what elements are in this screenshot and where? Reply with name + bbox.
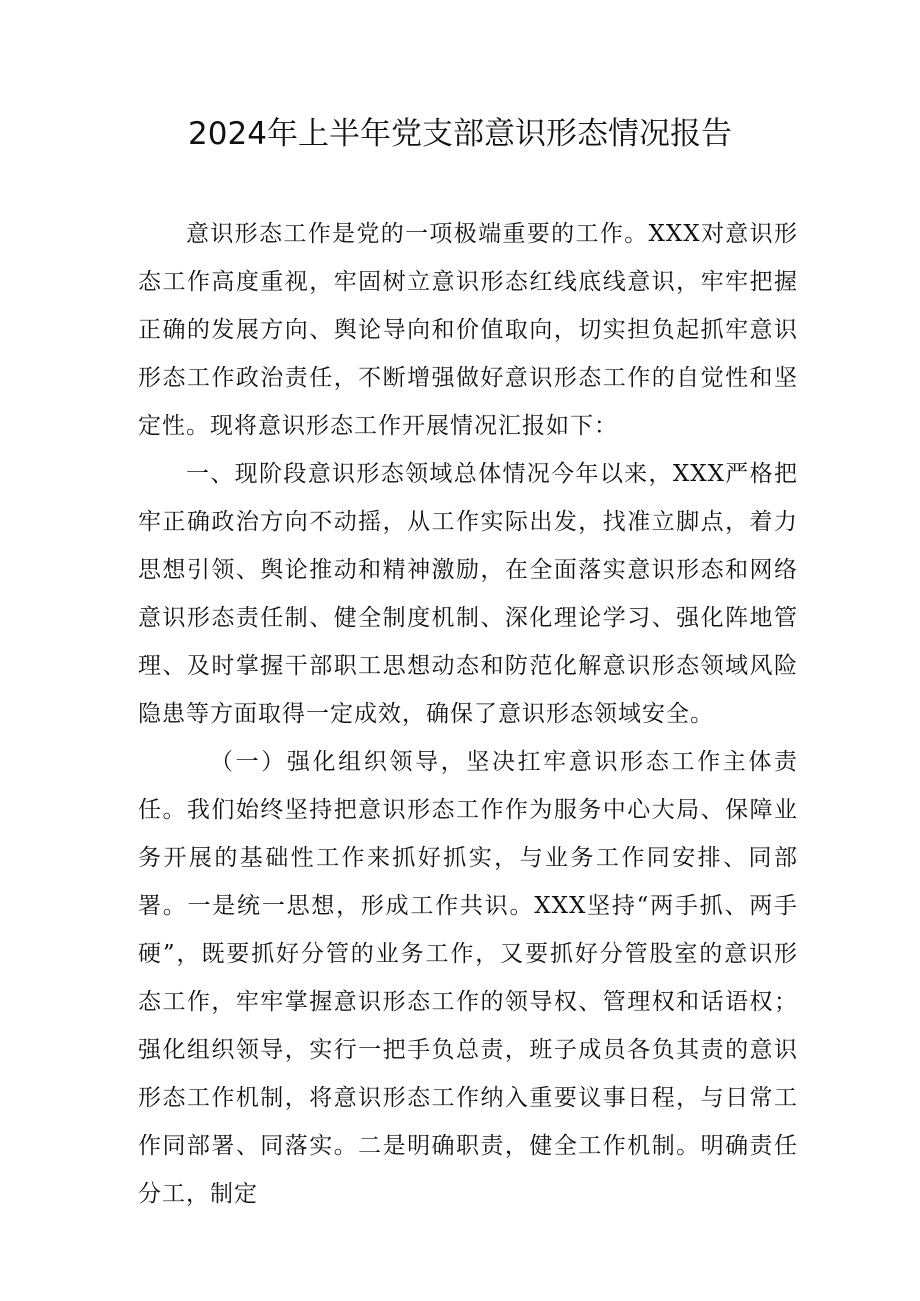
paragraph-intro: 意识形态工作是党的一项极端重要的工作。XXX对意识形态工作高度重视，牢固树立意识形态红线底线意识，牢牢把握正确的发展方向、舆论导向和价值取向，切实担负起抓牢意识形态工作政治责任，不断增强做好意识形态工作的自觉性和坚定性。现将意识形态工作开展情况汇报如下：	[138, 221, 798, 439]
document-body	[138, 210, 798, 1218]
paragraph-subsection-one: （一）强化组织领导，坚决扛牢意识形态工作主体责任。我们始终坚持把意识形态工作作为服务中心大局、保障业务开展的基础性工作来抓好抓实，与业务工作同安排、同部署。一是统一思想，形成工作共识。XXX坚持“两手抓、两手硬”，既要抓好分管的业务工作，又要抓好分管股室的意识形态工作，牢牢掌握意识形态工作的领导权、管理权和话语权；强化组织领导，实行一把手负总责，班子成员各负其责的意识形态工作机制，将意识形态工作纳入重要议事日程，与日常工作同部署、同落实。二是明确职责，健全工作机制。明确责任分工，制定	[138, 749, 798, 1207]
document-title: 2024年上半年党支部意识形态情况报告	[188, 116, 732, 152]
paragraph-section-one: 一、现阶段意识形态领域总体情况今年以来，XXX严格把牢正确政治方向不动摇，从工作实际出发，找准立脚点，着力思想引领、舆论推动和精神激励，在全面落实意识形态和网络意识形态责任制、健全制度机制、深化理论学习、强化阵地管理、及时掌握干部职工思想动态和防范化解意识形态领域风险隐患等方面取得一定成效，确保了意识形态领域安全。	[138, 461, 798, 727]
